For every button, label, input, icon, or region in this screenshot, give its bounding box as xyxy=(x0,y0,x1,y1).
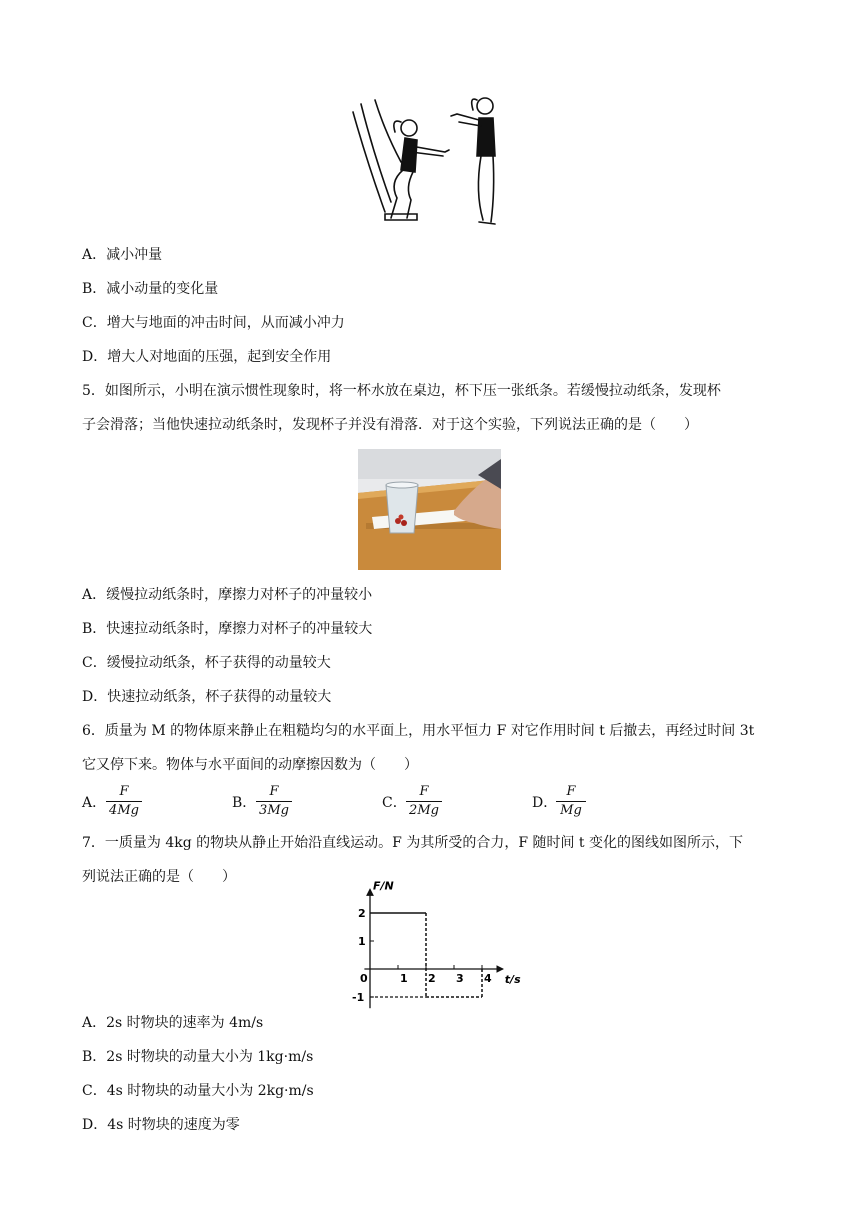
q6-option-b-label: B． xyxy=(232,795,257,811)
q5-stem-line2: 子会滑落；当他快速拉动纸条时，发现杯子并没有滑落．对于这个实验，下列说法正确的是（ ） xyxy=(82,417,698,433)
q4-option-d: D．增大人对地面的压强，起到安全作用 xyxy=(82,349,332,365)
x-tick-label: 3 xyxy=(456,972,464,985)
q6-option-a-label: A． xyxy=(82,795,107,811)
q4-option-a: A．减小冲量 xyxy=(82,247,163,263)
q7-option-a: A．2s 时物块的速率为 4m/s xyxy=(82,1015,264,1031)
x-tick-label: 2 xyxy=(428,972,436,985)
q5-option-a: A．缓慢拉动纸条时，摩擦力对杯子的冲量较小 xyxy=(82,587,373,603)
q6-option-d-fraction: F Mg xyxy=(556,784,586,819)
q7-option-b: B．2s 时物块的动量大小为 1kg·m/s xyxy=(82,1049,314,1065)
y-axis-label: F/N xyxy=(373,879,394,893)
q7-stem-line1: 7．一质量为 4kg 的物块从静止开始沿直线运动。F 为其所受的合力，F 随时间 t 变化的图线如图所示，下 xyxy=(82,835,744,851)
x-axis-label: t/s xyxy=(504,973,521,986)
x-tick-label: 0 xyxy=(360,972,368,985)
q5-option-d: D．快速拉动纸条，杯子获得的动量较大 xyxy=(82,689,332,705)
y-tick-label: -1 xyxy=(352,991,365,1004)
q6-option-d-label: D． xyxy=(532,795,558,811)
q6-option-b-fraction: F 3Mg xyxy=(256,784,292,819)
y-tick-label: 2 xyxy=(358,907,366,920)
q6-stem-line1: 6．质量为 M 的物体原来静止在粗糙均匀的水平面上，用水平恒力 F 对它作用时间 t 后撤去，再经过时间 3t xyxy=(82,723,755,739)
q6-option-a-fraction: F 4Mg xyxy=(106,784,142,819)
q4-option-c: C．增大与地面的冲击时间，从而减小冲力 xyxy=(82,315,345,331)
q6-option-c-fraction: F 2Mg xyxy=(406,784,442,819)
x-tick-label: 1 xyxy=(400,972,408,985)
q4-option-b: B．减小动量的变化量 xyxy=(82,281,219,297)
q7-stem-line2: 列说法正确的是（ ） xyxy=(82,869,236,885)
cup-paper-photo xyxy=(358,449,501,570)
q6-stem-line2: 它又停下来。物体与水平面间的动摩擦因数为（ ） xyxy=(82,757,418,773)
q6-option-c-label: C． xyxy=(382,795,407,811)
x-tick-label: 4 xyxy=(484,972,492,985)
q5-option-b: B．快速拉动纸条时，摩擦力对杯子的冲量较大 xyxy=(82,621,373,637)
force-time-chart xyxy=(340,879,521,1005)
q5-option-c: C．缓慢拉动纸条，杯子获得的动量较大 xyxy=(82,655,331,671)
q5-stem-line1: 5．如图所示，小明在演示惯性现象时，将一杯水放在桌边，杯下压一张纸条。若缓慢拉动纸条，发现杯 xyxy=(82,383,721,399)
gymnast-illustration xyxy=(345,92,515,228)
q7-option-d: D．4s 时物块的速度为零 xyxy=(82,1117,240,1133)
q7-option-c: C．4s 时物块的动量大小为 2kg·m/s xyxy=(82,1083,314,1099)
y-tick-label: 1 xyxy=(358,935,366,948)
